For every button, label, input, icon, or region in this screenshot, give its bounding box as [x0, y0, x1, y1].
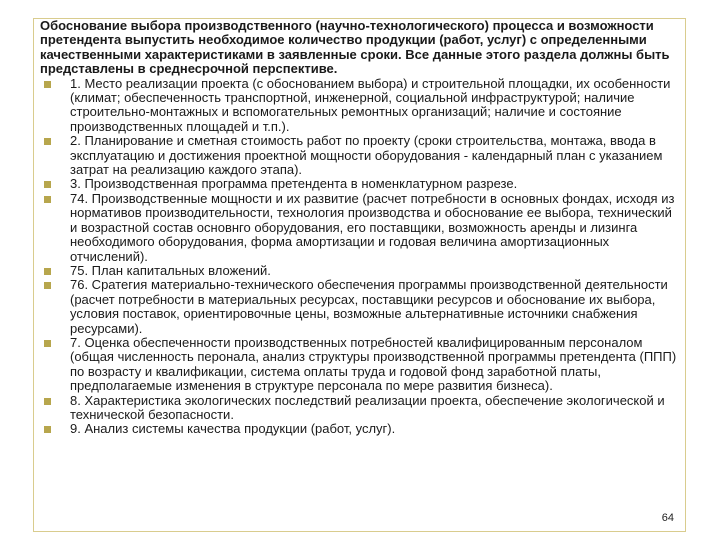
list-item-text: 2. Планирование и сметная стоимость работ по проекту (сроки строительства, монтажа, ввода в эксплуатацию и достижения проектной мощности оборудования - календарный план с указанием затрат на реализацию каждого этапа).: [70, 133, 663, 178]
heading-text: Обоснование выбора производственного (научно-технологического) процесса и возможности претендента выпустить необходимое количество продукции (работ, услуг) с определенными качественными характеристиками в заявленные сроки. Все данные этого раздела должны быть представлены в среднесрочной перспективе.: [40, 18, 670, 77]
square-bullet-icon: [44, 398, 51, 405]
bullet-list: [40, 77, 680, 437]
list-item: [40, 264, 680, 278]
square-bullet-icon: [44, 426, 51, 433]
square-bullet-icon: [44, 181, 51, 188]
list-item-text: 3. Производственная программа претендента в номенклатурном разрезе.: [70, 176, 518, 192]
list-item-text: 76. Сратегия материально-технического обеспечения программы производственной деятельности (расчет потребности в материальных ресурсах, поставщики ресурсов и обоснование их выбора, условия поставок, ориентировочные цены, возможные альтернативные источники снабжения ресурсами).: [70, 277, 668, 336]
list-item-text: 9. Анализ системы качества продукции (работ, услуг).: [70, 421, 396, 437]
square-bullet-icon: [44, 81, 51, 88]
list-item: [40, 77, 680, 135]
list-item-text: 75. План капитальных вложений.: [70, 262, 271, 278]
list-item: [40, 394, 680, 423]
slide-content: [40, 19, 680, 437]
square-bullet-icon: [44, 282, 51, 289]
list-item: [40, 177, 680, 191]
list-item: [40, 422, 680, 436]
square-bullet-icon: [44, 340, 51, 347]
list-item: [40, 134, 680, 177]
list-item-text: 7. Оценка обеспеченности производственных потребностей квалифицированным персоналом (общая численность перонала, анализ структуры производственной программы претендента (ППП) по возрасту и квалификации, система оплаты труда и годовой фонд заработной платы, предполагаемые изменения в структуре персонала по мере развития бизнеса).: [70, 334, 677, 394]
list-item-text: 8. Характеристика экологических последствий реализации проекта, обеспечение экологической и технической безопасности.: [70, 392, 665, 422]
list-item: [40, 336, 680, 394]
list-item-text: 74. Производственные мощности и их развитие (расчет потребности в основных фондах, исходя из нормативов производительности, технология производства и обоснование ее выбора, технический и возрастной состав основнго оборудования, его поставщики, возможность аренды и лизинга необходимого оборудования, форма амортизации и годовая величина амортизационных отчислений).: [70, 190, 675, 264]
list-item-text: 1. Место реализации проекта (с обоснованием выбора) и строительной площадки, их особенности (климат; обеспеченность транспортной, инженерной, социальной инфраструктурой; наличие строительно-монтажных и вспомогательных ремонтных организаций; наличие и состояние производственных площадей и т.п.).: [70, 75, 671, 134]
list-item: [40, 278, 680, 336]
square-bullet-icon: [44, 138, 51, 145]
square-bullet-icon: [44, 196, 51, 203]
square-bullet-icon: [44, 268, 51, 275]
page-number: 64: [661, 512, 674, 524]
list-item: [40, 192, 680, 264]
section-heading: [40, 19, 680, 77]
